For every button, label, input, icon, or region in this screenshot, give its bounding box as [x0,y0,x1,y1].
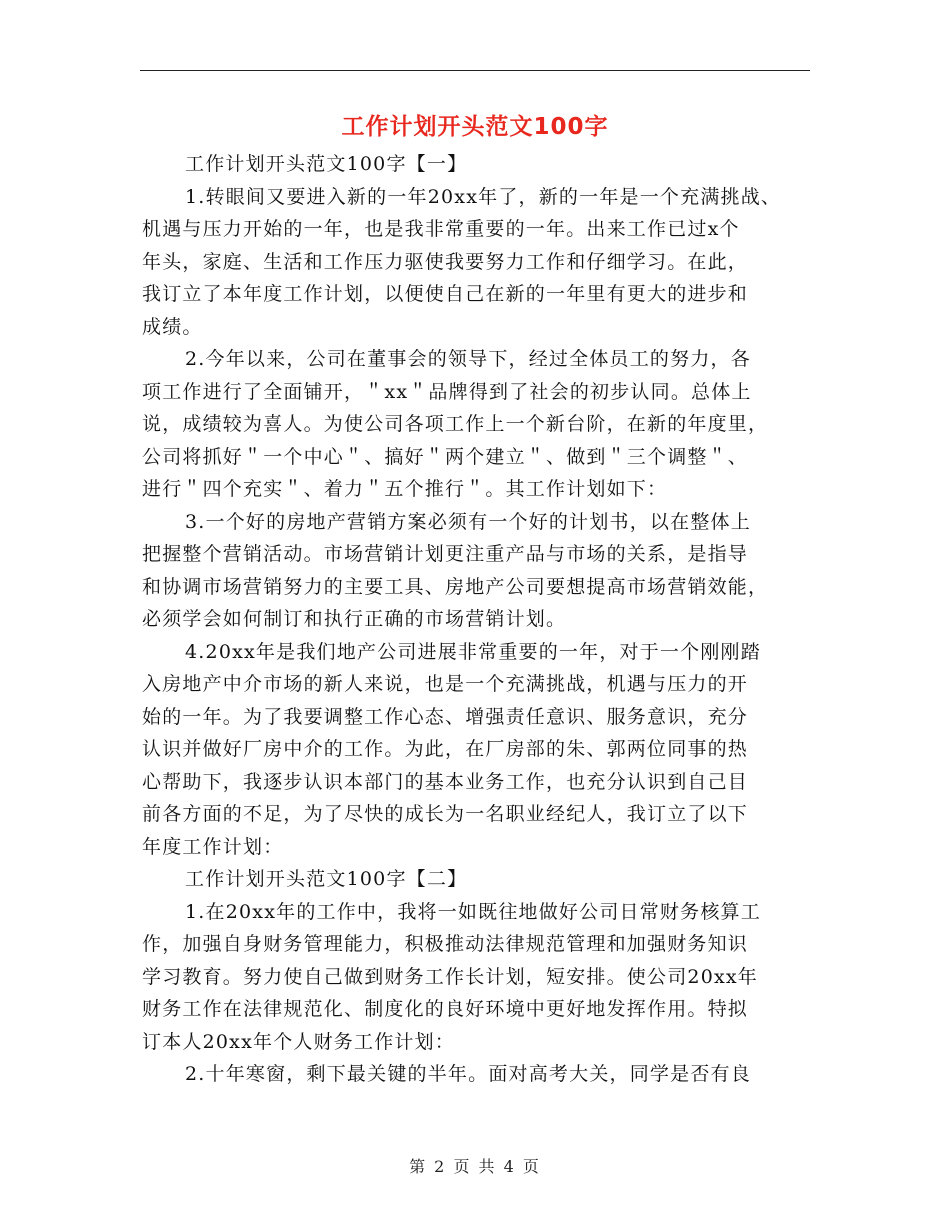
text-line: 学习教育。努力使自己做到财务工作长计划，短安排。使公司20xx年 [142,965,759,988]
text-line: 公司将抓好＂一个中心＂、搞好＂两个建立＂、做到＂三个调整＂、 [142,445,749,468]
text-line: 3.一个好的房地产营销方案必须有一个好的计划书，以在整体上 [185,510,751,533]
document-title: 工作计划开头范文100字 [341,114,609,140]
text-line: 作，加强自身财务管理能力，积极推动法律规范管理和加强财务知识 [142,933,749,955]
text-line: 年头，家庭、生活和工作压力驱使我要努力工作和仔细学习。在此， [142,250,749,273]
header-rule [140,70,810,71]
text-line: 心帮助下，我逐步认识本部门的基本业务工作，也充分认识到自己目 [142,770,749,793]
text-line: 1.在20xx年的工作中，我将一如既往地做好公司日常财务核算工 [185,900,761,923]
text-line: 1.转眼间又要进入新的一年20xx年了，新的一年是一个充满挑战、 [185,185,782,208]
text-line: 机遇与压力开始的一年，也是我非常重要的一年。出来工作已过x个 [142,218,740,240]
text-line: 订本人20xx年个人财务工作计划： [142,1030,456,1053]
text-line: 成绩。 [142,315,203,338]
text-line: 始的一年。为了我要调整工作心态、增强责任意识、服务意识，充分 [142,705,749,728]
text-line: 和协调市场营销努力的主要工具、房地产公司要想提高市场营销效能， [142,575,769,598]
text-line: 2.十年寒窗，剩下最关键的半年。面对高考大关，同学是否有良 [185,1063,751,1085]
page-number: 第 2 页 共 4 页 [409,1157,541,1176]
document-body [142,148,822,1091]
text-line: 项工作进行了全面铺开，＂xx＂品牌得到了社会的初步认同。总体上 [142,380,752,403]
text-line: 进行＂四个充实＂、着力＂五个推行＂。其工作计划如下： [142,478,668,500]
text-line: 财务工作在法律规范化、制度化的良好环境中更好地发挥作用。特拟 [142,998,749,1020]
text-line: 认识并做好厂房中介的工作。为此，在厂房部的朱、郭两位同事的热 [142,738,749,760]
text-line: 说，成绩较为喜人。为使公司各项工作上一个新台阶，在新的年度里， [142,413,769,435]
text-line: 2.今年以来，公司在董事会的领导下，经过全体员工的努力，各 [185,348,751,370]
text-line: 我订立了本年度工作计划，以便使自己在新的一年里有更大的进步和 [142,283,749,305]
text-line: 4.20xx年是我们地产公司进展非常重要的一年，对于一个刚刚踏 [185,640,761,663]
text-line: 前各方面的不足，为了尽快的成长为一名职业经纪人，我订立了以下 [142,803,749,825]
text-line: 年度工作计划： [142,835,284,858]
text-line: 工作计划开头范文100字【一】 [185,153,468,175]
text-line: 必须学会如何制订和执行正确的市场营销计划。 [142,608,567,630]
text-line: 工作计划开头范文100字【二】 [185,868,468,890]
text-line: 入房地产中介市场的新人来说，也是一个充满挑战，机遇与压力的开 [142,673,749,695]
text-line: 把握整个营销活动。市场营销计划更注重产品与市场的关系，是指导 [142,543,749,565]
